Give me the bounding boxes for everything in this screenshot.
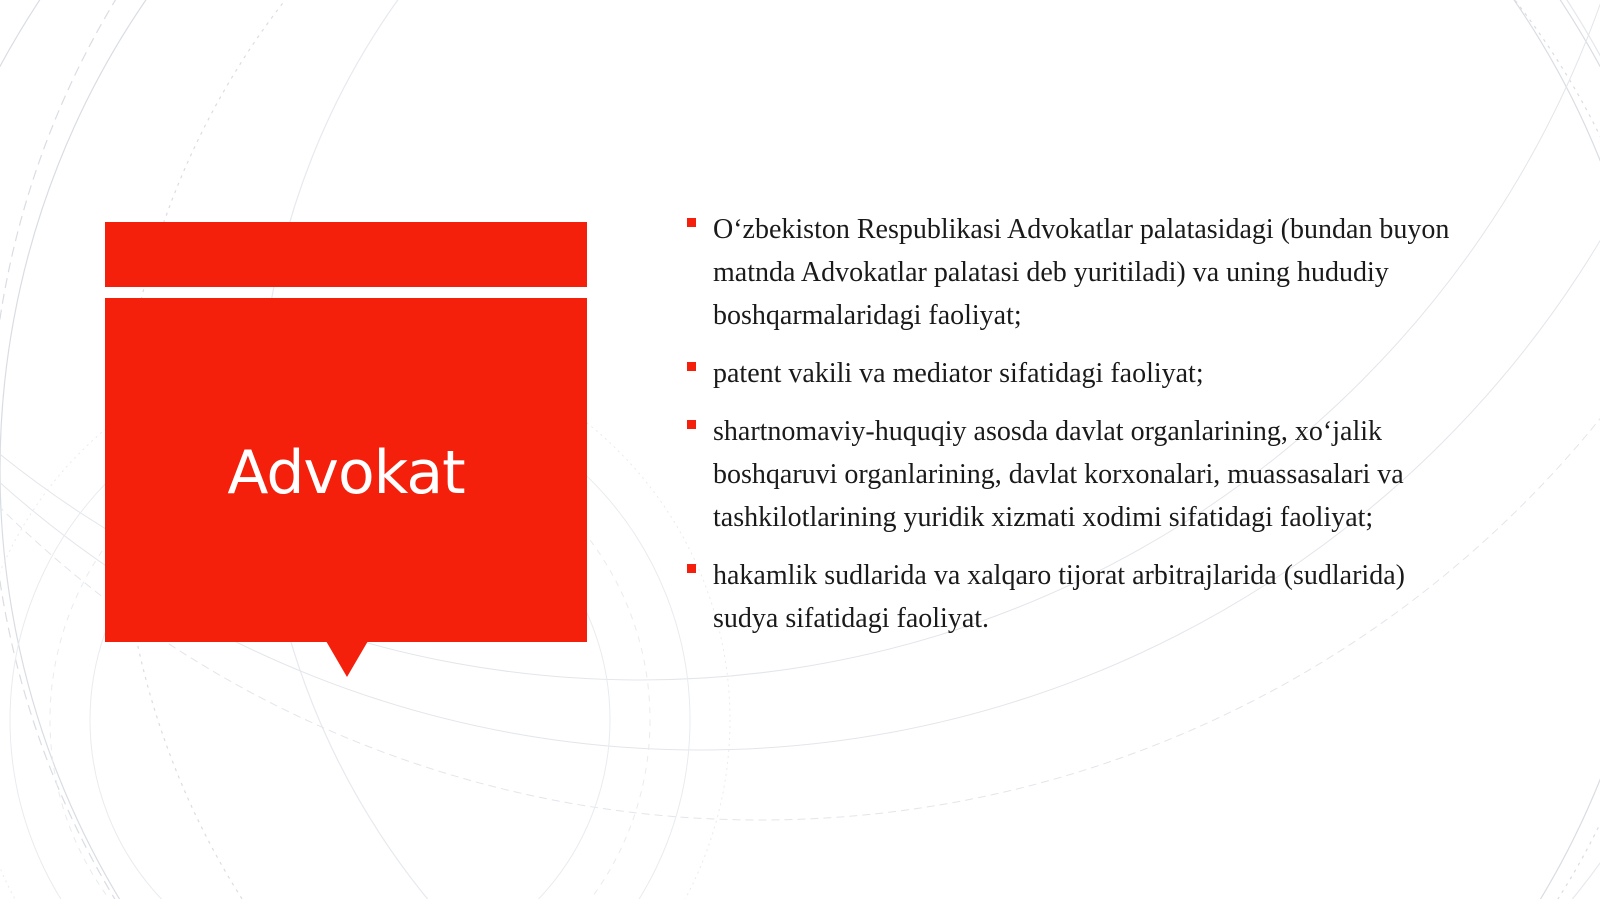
square-bullet-icon: [687, 218, 696, 227]
bullet-text: O‘zbekiston Respublikasi Advokatlar palatasidagi (bundan buyon matnda Advokatlar palatasi deb yuritiladi) va uning hududiy boshqarmalaridagi faoliyat;: [713, 214, 1450, 331]
bullet-text: shartnomaviy-huquqiy asosda davlat organlarining, xo‘jalik boshqaruvi organlarining, davlat korxonalari, muassasalari va tashkilotlarining yuridik xizmati xodimi sifatidagi faoliyat;: [713, 416, 1404, 533]
bullet-item: [686, 554, 1466, 640]
callout-pointer: [326, 641, 368, 677]
square-bullet-icon: [687, 362, 696, 371]
bullet-item: [686, 352, 1466, 395]
slide-title: Advokat: [227, 438, 465, 508]
bullet-list: [686, 208, 1466, 640]
square-bullet-icon: [687, 564, 696, 573]
bullet-item: [686, 410, 1466, 539]
title-callout-box: [105, 298, 587, 642]
bullet-text: hakamlik sudlarida va xalqaro tijorat arbitrajlarida (sudlarida) sudya sifatidagi faoliyat.: [713, 560, 1405, 634]
bullet-text: patent vakili va mediator sifatidagi faoliyat;: [713, 358, 1204, 389]
square-bullet-icon: [687, 420, 696, 429]
bullet-item: [686, 208, 1466, 337]
title-box-accent-bar: [105, 222, 587, 287]
content-area: [686, 208, 1466, 655]
